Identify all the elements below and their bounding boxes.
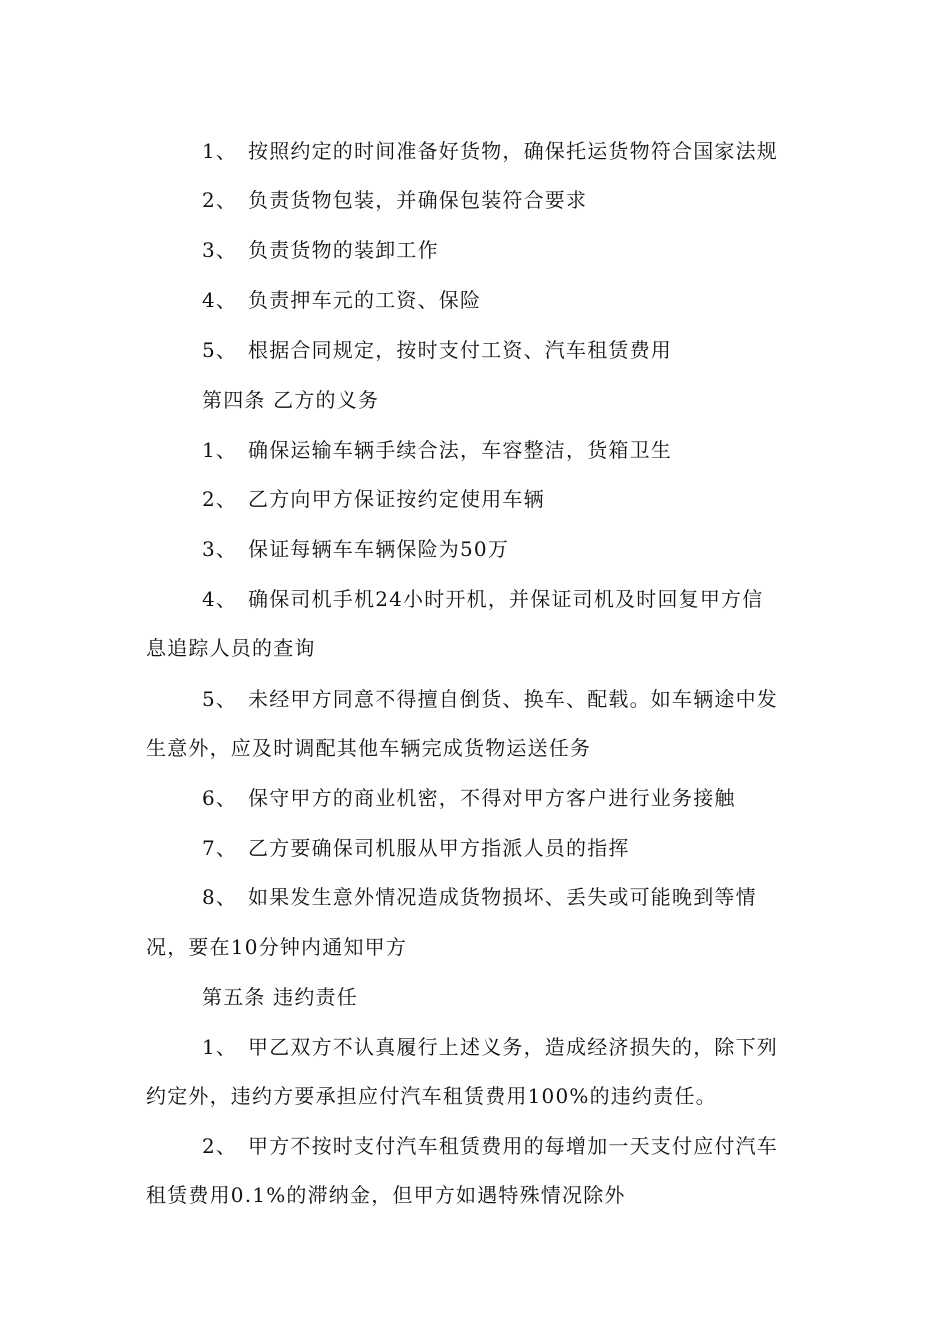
item-number: 3、	[202, 537, 238, 561]
list-item	[202, 534, 509, 564]
item-number: 1、	[202, 139, 238, 163]
item-text: 按照约定的时间准备好货物，确保托运货物符合国家法规	[248, 139, 778, 163]
item-number: 8、	[202, 885, 238, 909]
list-item	[202, 833, 630, 863]
item-text: 保证每辆车车辆保险为50万	[248, 537, 510, 561]
item-text: 未经甲方同意不得擅自倒货、换车、配载。如车辆途中发	[248, 687, 778, 711]
item-number: 2、	[202, 487, 238, 511]
list-item	[202, 136, 778, 166]
article-heading: 第四条 乙方的义务	[202, 388, 380, 412]
item-text: 负责货物的装卸工作	[248, 238, 439, 262]
list-item	[202, 435, 672, 465]
item-number: 6、	[202, 786, 238, 810]
list-item	[202, 1032, 778, 1062]
item-text: 乙方向甲方保证按约定使用车辆	[248, 487, 545, 511]
list-item	[202, 185, 587, 215]
item-text: 乙方要确保司机服从甲方指派人员的指挥	[248, 836, 630, 860]
item-text: 甲方不按时支付汽车租赁费用的每增加一天支付应付汽车	[248, 1134, 778, 1158]
item-number: 5、	[202, 687, 238, 711]
item-number: 4、	[202, 288, 238, 312]
item-number: 4、	[202, 587, 238, 611]
item-text: 保守甲方的商业机密，不得对甲方客户进行业务接触	[248, 786, 736, 810]
item-text: 根据合同规定，按时支付工资、汽车租赁费用	[248, 338, 672, 362]
list-item	[202, 484, 545, 514]
item-text: 甲乙双方不认真履行上述义务，造成经济损失的，除下列	[248, 1035, 778, 1059]
list-item-continuation: 况，要在10分钟内通知甲方	[146, 935, 408, 959]
item-number: 3、	[202, 238, 238, 262]
list-item	[202, 882, 757, 912]
list-item	[202, 1131, 778, 1161]
list-item	[202, 584, 763, 614]
list-item	[202, 335, 672, 365]
item-number: 1、	[202, 438, 238, 462]
item-number: 1、	[202, 1035, 238, 1059]
item-number: 2、	[202, 1134, 238, 1158]
item-number: 7、	[202, 836, 238, 860]
list-item	[202, 235, 439, 265]
article-heading: 第五条 违约责任	[202, 985, 358, 1009]
item-number: 2、	[202, 188, 238, 212]
item-text: 确保运输车辆手续合法，车容整洁，货箱卫生	[248, 438, 672, 462]
list-item-continuation: 生意外，应及时调配其他车辆完成货物运送任务	[146, 736, 592, 760]
list-item	[202, 684, 778, 714]
list-item	[202, 783, 736, 813]
item-text: 负责货物包装，并确保包装符合要求	[248, 188, 588, 212]
item-text: 如果发生意外情况造成货物损坏、丢失或可能晚到等情	[248, 885, 757, 909]
item-text: 负责押车元的工资、保险	[248, 288, 482, 312]
list-item-continuation: 约定外，违约方要承担应付汽车租赁费用100%的违约责任。	[146, 1084, 717, 1108]
list-item-continuation: 息追踪人员的查询	[146, 636, 316, 660]
item-number: 5、	[202, 338, 238, 362]
list-item-continuation: 租赁费用0.1%的滞纳金，但甲方如遇特殊情况除外	[146, 1183, 626, 1207]
list-item	[202, 285, 481, 315]
item-text: 确保司机手机24小时开机，并保证司机及时回复甲方信	[248, 587, 764, 611]
